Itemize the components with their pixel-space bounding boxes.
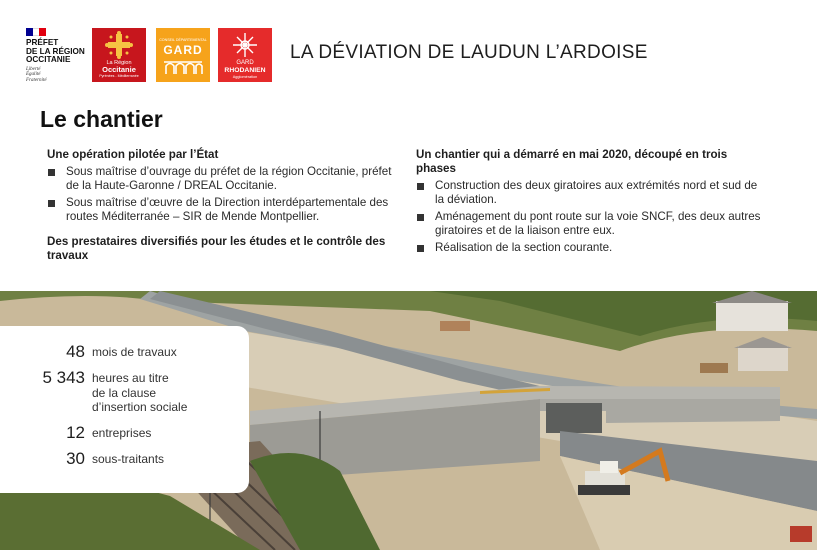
gard-rhodanien-logo: [218, 28, 272, 82]
prefet-name: PRÉFET DE LA RÉGION OCCITANIE: [26, 38, 85, 65]
gard-line-2: GARD: [163, 43, 203, 57]
stat-item: [0, 450, 249, 467]
stat-value: 12: [66, 422, 85, 442]
document-title: LA DÉVIATION DE LAUDUN L’ARDOISE: [290, 42, 648, 63]
stat-label: heures au titre de la clause d’insertion sociale: [92, 371, 188, 414]
rhodanien-line-1: GARD: [236, 60, 254, 66]
occitanie-line-3: Pyrénées - Méditerranée: [99, 74, 139, 78]
rhodanien-line-3: Agglomération: [232, 75, 258, 79]
key-figures-card: [0, 326, 249, 493]
gard-departement-logo: [156, 28, 210, 82]
phases-heading: Un chantier qui a démarré en mai 2020, découpé en trois phases: [416, 148, 728, 175]
stat-label: entreprises: [92, 425, 152, 440]
header: [0, 0, 817, 100]
french-flag-icon: [26, 28, 46, 36]
region-occitanie-logo: [92, 28, 146, 82]
pilotage-list: [47, 165, 392, 223]
flag-red: [39, 28, 46, 36]
gard-line-1: CONSEIL DÉPARTEMENTAL: [159, 38, 207, 42]
stat-label: sous-traitants: [92, 451, 165, 466]
section-title: Le chantier: [40, 106, 163, 132]
list-item: Sous maîtrise d’ouvrage du préfet de la région Occitanie, préfet de la Haute-Garonne / DREAL Occitanie.: [47, 165, 392, 192]
stat-value: 30: [66, 448, 85, 468]
stat-label: mois de travaux: [92, 345, 177, 359]
flag-blue: [26, 28, 33, 36]
left-column: [47, 148, 392, 266]
pilotage-heading: Une opération pilotée par l’État: [47, 148, 219, 161]
pont-du-gard-icon: [156, 28, 210, 82]
rhodanien-line-2: RHODANIEN: [224, 67, 266, 74]
stat-item: [0, 343, 249, 360]
list-item: Réalisation de la section courante.: [416, 241, 761, 255]
stat-value: 5 343: [42, 368, 85, 387]
flag-white: [33, 28, 40, 36]
republic-motto: Liberté Égalité Fraternité: [26, 66, 47, 83]
list-item: Aménagement du pont route sur la voie SNCF, des deux autres giratoires et de la liaison entre eux.: [416, 210, 761, 237]
right-column: [416, 148, 761, 267]
prestataires-heading: Des prestataires diversifiés pour les études et le contrôle des travaux: [47, 235, 386, 263]
occitanie-line-2: Occitanie: [102, 65, 136, 74]
republique-francaise-logo: [26, 28, 88, 84]
occitanie-line-1: La Région: [106, 60, 132, 66]
list-item: Sous maîtrise d’œuvre de la Direction interdépartementale des routes Méditerranée – SIR de Mende Montpellier.: [47, 196, 392, 223]
stat-item: [0, 369, 249, 415]
list-item: Construction des deux giratoires aux extrémités nord et sud de la déviation.: [416, 179, 761, 206]
stat-item: [0, 424, 249, 441]
phases-list: [416, 179, 761, 255]
stat-value: 48: [66, 342, 85, 361]
